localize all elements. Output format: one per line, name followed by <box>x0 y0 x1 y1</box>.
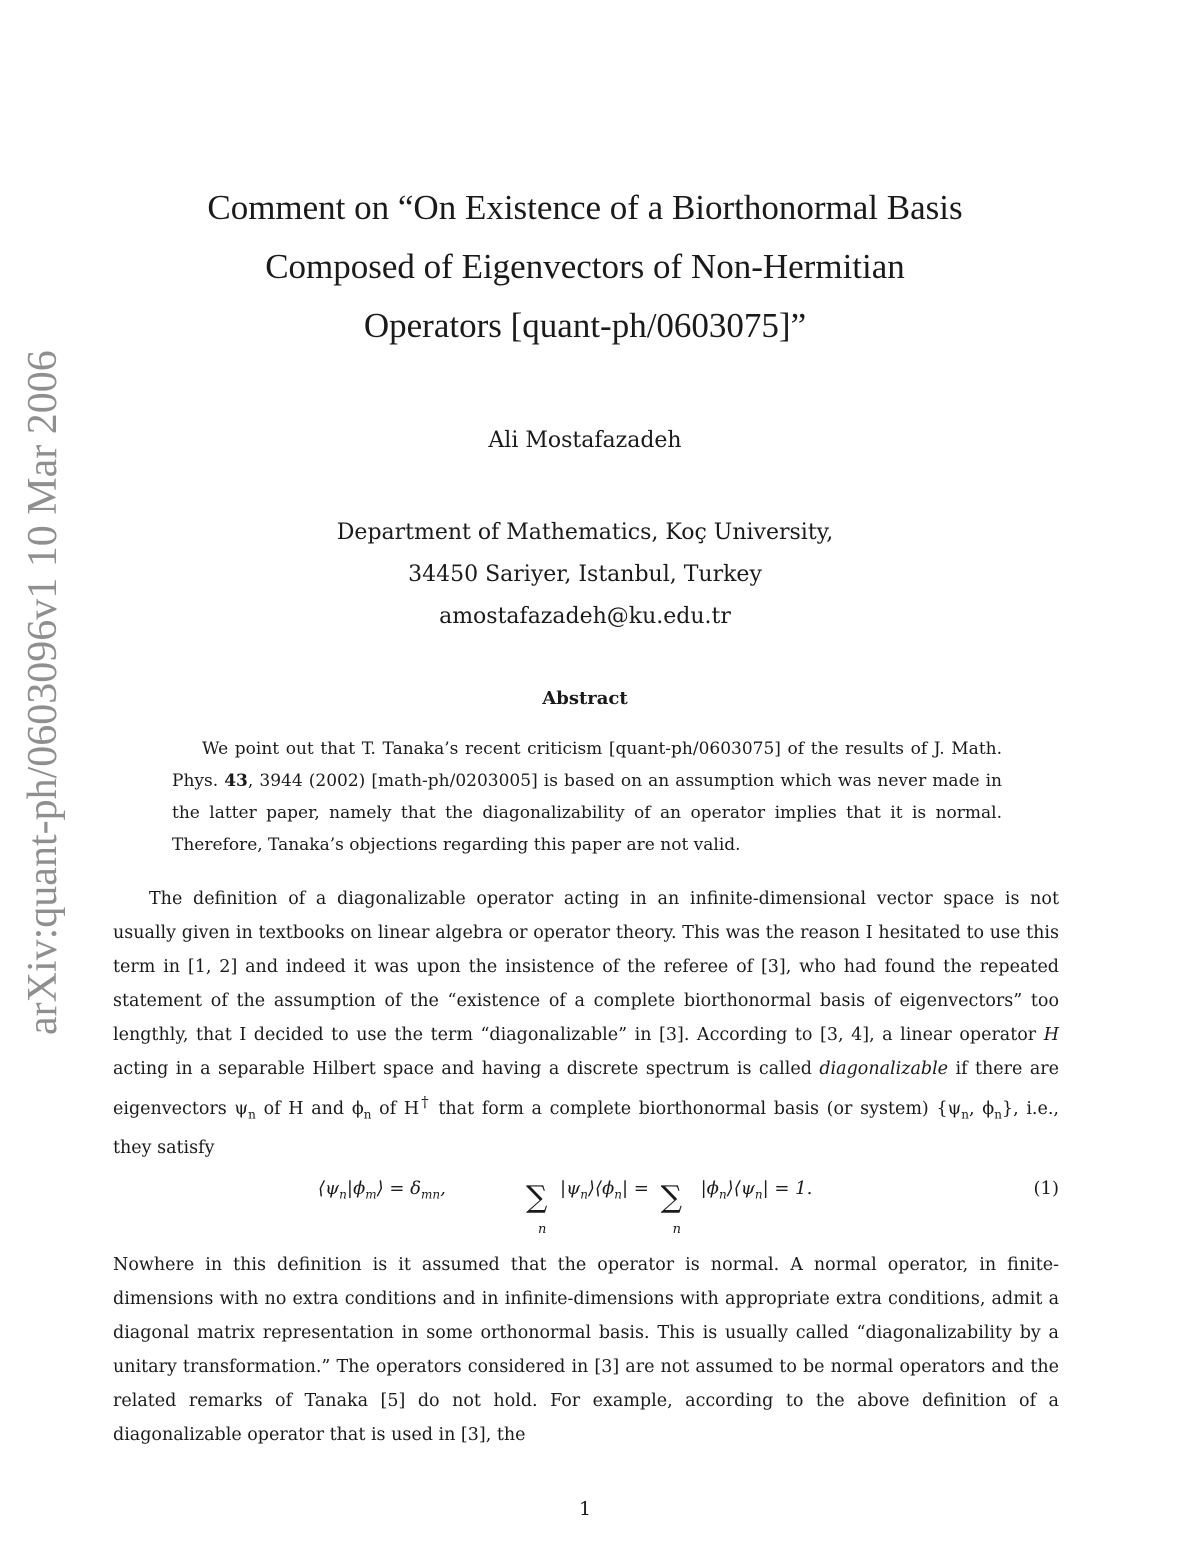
title-line-2: Composed of Eigenvectors of Non-Hermitian <box>265 247 905 286</box>
abstract-body <box>172 733 1002 861</box>
title-line-1: Comment on “On Existence of a Biorthonormal Basis <box>207 188 963 227</box>
paper-title <box>110 178 1060 355</box>
equation-1 <box>113 1168 1059 1237</box>
p1-sub-c: n <box>248 1107 256 1122</box>
sum-symbol-1: ∑ <box>526 1180 548 1215</box>
title-line-3: Operators [quant-ph/0603075]” <box>363 306 807 345</box>
body-paragraph-1 <box>113 882 1059 1165</box>
equation-number: (1) <box>1033 1178 1059 1199</box>
abstract-volume: 43 <box>224 771 248 791</box>
author-name: Ali Mostafazadeh <box>488 428 682 453</box>
abstract-heading: Abstract <box>542 688 628 709</box>
p1-sub-d: n <box>363 1107 372 1122</box>
p1-text-g: }, i.e., they satisfy <box>113 1098 1059 1159</box>
p1-text-a: The definition of a diagonalizable operator acting in an infinite-dimensional vector space is not usually given in textbooks on linear algebra or operator theory. This was the reason I hesitated to use this term in [1, 2] and indeed it was upon the insistence of the referee of [3], who had found the repeated statement of the assumption of the “existence of a complete biorthonormal basis of eigenvectors” too lengthly, that I decided to use the term “diagonalizable” in [3]. According to [3, 4], a linear operator <box>113 889 1059 1045</box>
sum-symbol-2: ∑ <box>660 1180 683 1215</box>
p1-sub-f1: n <box>961 1107 970 1122</box>
p1-text-f-mid: , ϕ <box>969 1098 995 1119</box>
sum-index-1: n <box>538 1222 547 1237</box>
affiliation-department: Department of Mathematics, Koç University, <box>336 520 834 545</box>
body-paragraph-2: Nowhere in this definition is it assumed that the operator is normal. A normal operator, in finite-dimensions with no extra conditions and in infinite-dimensions with appropriate extra conditions, admit a diagonal matrix representation in some orthonormal basis. This is usually called “diagonalizability by a unitary transformation.” The operators considered in [3] are not assumed to be normal operators and the related remarks of Tanaka [5] do not hold. For example, according to the above definition of a diagonalizable operator that is used in [3], the <box>113 1255 1059 1445</box>
p1-sub-f2: n <box>994 1107 1002 1122</box>
equation-completeness: ∑ n $|\psi_n⟩⟨\phi_n|$ = ∑ n $|\phi_n⟩⟨\psi_n| = 1$. <box>526 1178 813 1237</box>
p1-text-d: of H and ϕ <box>255 1098 364 1119</box>
arxiv-identifier: arXiv:quant-ph/0603096v1 10 Mar 2006 <box>20 350 66 1035</box>
abstract-text-a: We point out that T. Tanaka’s recent criticism [quant-ph/0603075] of the results of J. Math. Phys. <box>172 739 1002 791</box>
p1-symbol-h: H <box>1043 1025 1059 1045</box>
author-email[interactable]: amostafazadeh@ku.edu.tr <box>439 604 731 629</box>
affiliation <box>110 512 1060 638</box>
abstract-text-b: , 3944 (2002) [math-ph/0203005] is based on an assumption which was never made in the latter paper, namely that the diagonalizability of an operator implies that it is normal. Therefore, Tanaka’s objections regarding this paper are not valid. <box>172 771 1002 855</box>
p1-text-c: if there are eigenvectors ψ <box>113 1059 1059 1119</box>
p1-diagonalizable-term: diagonalizable <box>819 1059 949 1079</box>
affiliation-address: 34450 Sariyer, Istanbul, Turkey <box>408 562 762 587</box>
p1-text-f: that form a complete biorthonormal basis (or system) {ψ <box>430 1098 962 1119</box>
p1-text-b: acting in a separable Hilbert space and having a discrete spectrum is called <box>113 1059 820 1079</box>
equation-biorthonormality: $⟨\psi_n|\phi_m⟩ = \delta_{mn}$, <box>318 1178 446 1202</box>
p1-dagger: † <box>419 1094 431 1111</box>
sum-index-2: n <box>672 1222 681 1237</box>
page-number: 1 <box>578 1498 592 1520</box>
p1-text-e: of H <box>371 1098 420 1119</box>
